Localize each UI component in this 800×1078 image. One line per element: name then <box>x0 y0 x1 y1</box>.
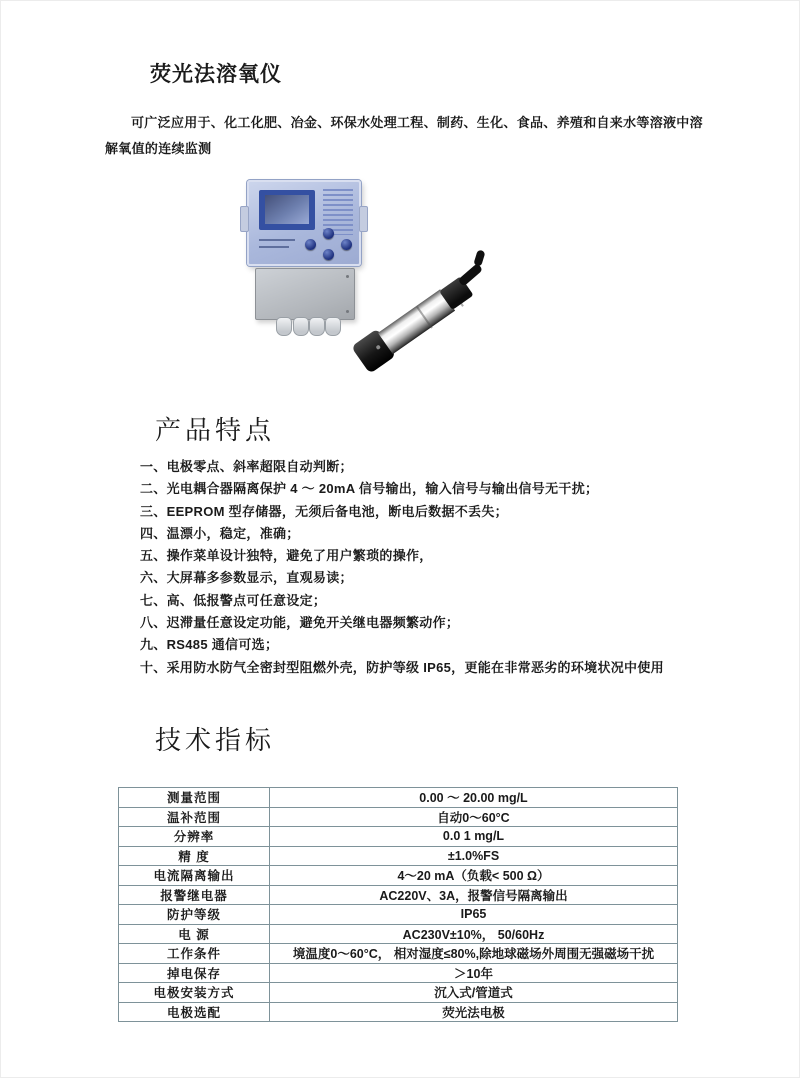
spec-row <box>119 924 678 944</box>
features-heading: 产品特点 <box>155 415 276 445</box>
spec-row <box>119 807 678 827</box>
spec-label: 报警继电器 <box>119 885 270 905</box>
controller-button-right <box>341 239 352 250</box>
spec-label: 分辨率 <box>119 827 270 847</box>
controller-button-down <box>323 249 334 260</box>
screw <box>346 275 349 278</box>
probe-cable <box>473 249 485 267</box>
spec-label: 电极选配 <box>119 1002 270 1022</box>
probe-cable <box>458 263 484 287</box>
feature-item: 八、迟滞量任意设定功能，避免开关继电器频繁动作； <box>140 615 460 631</box>
spec-value: 自动0～60°C <box>270 807 678 827</box>
cable-gland <box>309 317 325 336</box>
spec-value: 0.00 ～ 20.00 mg/L <box>270 788 678 808</box>
controller-button-left <box>305 239 316 250</box>
feature-item: 二、光电耦合器隔离保护 4 ～ 20mA 信号输出，输入信号与输出信号无干扰； <box>140 481 599 497</box>
probe-ring <box>416 306 433 328</box>
spec-label: 防护等级 <box>119 905 270 925</box>
feature-item: 九、RS485 通信可选； <box>140 637 279 653</box>
spec-value: 4～20 mA（负载< 500 Ω） <box>270 866 678 886</box>
spec-value: 荧光法电极 <box>270 1002 678 1022</box>
specs-table <box>118 787 678 1022</box>
spec-value: AC230V±10%， 50/60Hz <box>270 924 678 944</box>
spec-row <box>119 846 678 866</box>
junction-box <box>255 268 355 320</box>
cable-gland <box>276 317 292 336</box>
controller-front-panel <box>247 180 361 266</box>
controller-lcd-screen <box>259 190 315 230</box>
spec-row <box>119 1002 678 1022</box>
spec-label: 电 源 <box>119 924 270 944</box>
spec-row <box>119 885 678 905</box>
spec-row <box>119 905 678 925</box>
mounting-tab <box>359 206 368 232</box>
probe-steel-body <box>378 289 455 354</box>
spec-value: 沉入式/管道式 <box>270 983 678 1003</box>
spec-row <box>119 788 678 808</box>
intro-paragraph: 可广泛应用于、化工化肥、冶金、环保水处理工程、制药、生化、食品、养殖和自来水等溶液中溶解氧值的连续监测 <box>105 115 703 156</box>
page-title: 荧光法溶氧仪 <box>150 63 282 86</box>
spec-value: IP65 <box>270 905 678 925</box>
feature-list <box>140 456 700 679</box>
spec-row <box>119 963 678 983</box>
controller-label-text <box>259 239 295 241</box>
feature-item: 十、采用防水防气全密封型阻燃外壳，防护等级 IP65，更能在非常恶劣的环境状况中使用 <box>140 659 664 675</box>
screw <box>346 310 349 313</box>
cable-gland <box>325 317 341 336</box>
feature-item: 六、大屏幕多参数显示，直观易读； <box>140 570 353 586</box>
spec-row <box>119 866 678 886</box>
specs-heading: 技术指标 <box>155 725 276 755</box>
controller-label-text <box>259 246 289 248</box>
spec-value: AC220V、3A，报警信号隔离输出 <box>270 885 678 905</box>
controller-button-up <box>323 228 334 239</box>
spec-label: 测量范围 <box>119 788 270 808</box>
spec-label: 电极安装方式 <box>119 983 270 1003</box>
spec-value: ±1.0%FS <box>270 846 678 866</box>
spec-value: ＞10年 <box>270 963 678 983</box>
spec-value: 境温度0～60°C， 相对湿度≤80%,除地球磁场外周围无强磁场干扰 <box>270 944 678 964</box>
oxygen-probe-image <box>354 270 481 371</box>
spec-label: 工作条件 <box>119 944 270 964</box>
controller-image <box>247 180 363 338</box>
spec-value: 0.0 1 mg/L <box>270 827 678 847</box>
feature-item: 五、操作菜单设计独特，避免了用户繁琐的操作， <box>140 548 433 564</box>
feature-item: 一、电极零点、斜率超限自动判断； <box>140 459 353 474</box>
spec-label: 温补范围 <box>119 807 270 827</box>
product-photo <box>233 170 513 380</box>
feature-item: 四、温漂小，稳定，准确； <box>140 525 300 541</box>
spec-label: 电流隔离输出 <box>119 866 270 886</box>
mounting-tab <box>240 206 249 232</box>
feature-item: 七、高、低报警点可任意设定； <box>140 592 327 608</box>
cable-gland <box>293 317 309 336</box>
spec-label: 精 度 <box>119 846 270 866</box>
controller-lcd-display <box>265 195 309 224</box>
spec-label: 掉电保存 <box>119 963 270 983</box>
spec-row <box>119 944 678 964</box>
spec-row <box>119 827 678 847</box>
spec-row <box>119 983 678 1003</box>
feature-item: 三、EEPROM 型存储器，无须后备电池，断电后数据不丢失； <box>140 503 508 519</box>
